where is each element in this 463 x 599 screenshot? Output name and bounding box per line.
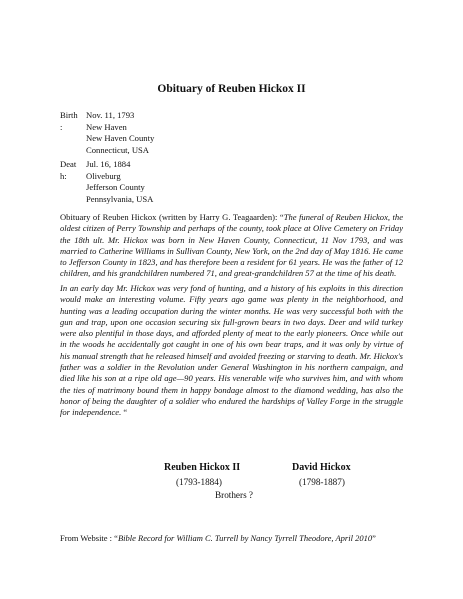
death-details: [86, 159, 286, 205]
obituary-paragraph-2: [60, 283, 403, 419]
quoted-text: In an early day Mr. Hickox was very fond of hunting, and a history of his exploits in this direction would make an interesting volume. Fifty years ago game was plenty in the neighborhood, and hunting was a leading occupation during the winter months. He was very successful both with the gun and trap, upon one occasion securing six full-grown bears in two days. Deer and wild turkey were also plentiful in those days, and afforded plenty of meat to the early pioneers. Once while out in the woods he accidentally got caught in one of his own bear traps, and it was only by virtue of his manual strength that he released himself and avoided freezing or starving to death. Mr. Hickox's father was a soldier in the Revolution under General Washington in his northern campaign, and died like his son at a ripe old age—90 years. His venerable wife who survives him, and with whom the ties of matrimony bound them in happy bondage almost to the diamond wedding, has also the honor of being the daughter of a soldier who endured the hardships of Valley Forge in the struggle for independence.: [60, 283, 403, 418]
person-name: Reuben Hickox II: [164, 462, 241, 473]
source-close-quote: ”: [372, 533, 376, 543]
birth-label: [60, 110, 76, 133]
birth-place-line: New Haven: [86, 121, 127, 132]
page-title: Obituary of Reuben Hickox II: [157, 83, 306, 95]
source-lead: From Website : “: [60, 533, 118, 543]
birth-label-part-a: Birth: [60, 110, 78, 120]
birth-place-line: New Haven County: [86, 133, 155, 144]
obituary-paragraph-1: [60, 212, 403, 280]
closing-quote: “: [121, 407, 128, 418]
birth-place-line: Connecticut, USA: [86, 144, 150, 155]
death-date: Jul. 16, 1884: [86, 159, 131, 169]
death-place-line: Pennsylvania, USA: [86, 193, 154, 204]
source-citation: [60, 533, 376, 543]
source-title: Bible Record for William C. Turrell by Nancy Tyrrell Theodore, April 2010: [117, 533, 373, 543]
person-name: David Hickox: [292, 462, 351, 473]
death-label: [60, 159, 76, 182]
person-years: (1798-1887): [299, 477, 345, 487]
death-label-part-a: Deat: [60, 159, 77, 169]
paragraph-lead: Obituary of Reuben Hickox (written by Harry G. Teagaarden): “: [60, 212, 284, 222]
birth-label-part-b: :: [60, 121, 63, 132]
death-place-line: Jefferson County: [86, 182, 145, 193]
death-place-line: Oliveburg: [86, 170, 121, 181]
quoted-text: The funeral of Reuben Hickox, the oldest citizen of Perry Township and perhaps of the county, took place at Olive Cemetery on Friday the 18th ult. Mr. Hickox was born in New Haven County, Connecticut, 11 Nov 1793, and was married to Catherine Williams in Sullivan County, New York, on the 2nd day of May 1816. He came to Jefferson County in 1823, and has therefore been a resident for 61 years. He was the father of 12 children, and his grandchildren numbered 71, and great-grandchildren 57 at the time of his death.: [60, 212, 404, 279]
birth-details: [86, 110, 286, 156]
birth-date: Nov. 11, 1793: [86, 110, 135, 120]
death-label-part-b: h:: [60, 170, 67, 181]
relationship-note: Brothers ?: [215, 490, 254, 500]
person-years: (1793-1884): [176, 477, 222, 487]
